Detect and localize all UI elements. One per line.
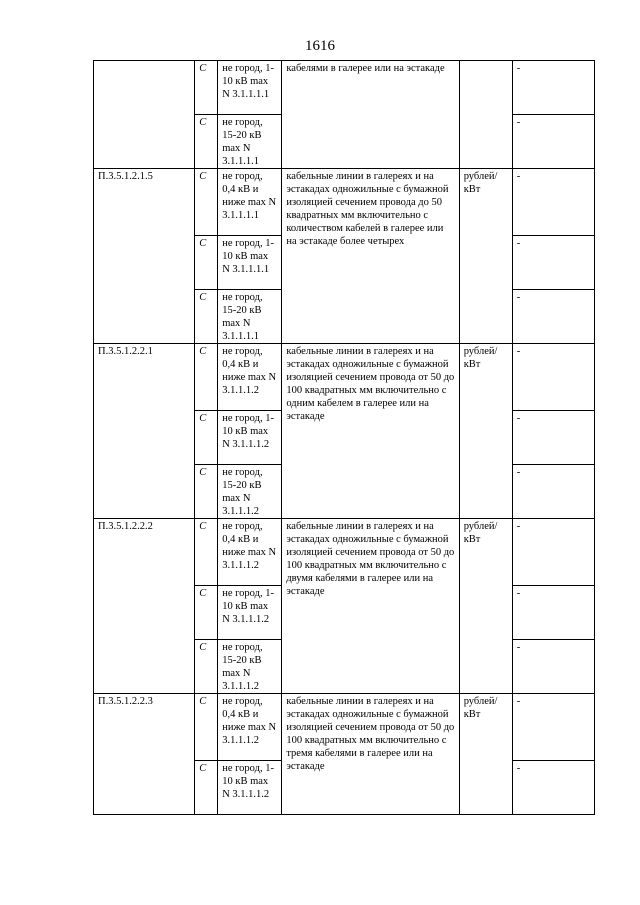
value-cell: - bbox=[512, 694, 594, 761]
category-letter-cell: С bbox=[195, 115, 218, 169]
value-cell: - bbox=[512, 761, 594, 815]
category-letter-cell: С bbox=[195, 344, 218, 411]
table-row bbox=[94, 694, 595, 761]
value-cell: - bbox=[512, 640, 594, 694]
category-letter-cell: С bbox=[195, 169, 218, 236]
category-letter-cell: С bbox=[195, 236, 218, 290]
condition-cell: не город, 0,4 кВ и ниже max N 3.1.1.1.2 bbox=[218, 344, 282, 411]
item-code-cell: П.3.5.1.2.2.2 bbox=[94, 519, 195, 694]
value-cell: - bbox=[512, 344, 594, 411]
item-code-cell: П.3.5.1.2.2.3 bbox=[94, 694, 195, 815]
value-cell: - bbox=[512, 519, 594, 586]
condition-cell: не город, 15-20 кВ max N 3.1.1.1.1 bbox=[218, 115, 282, 169]
value-cell: - bbox=[512, 236, 594, 290]
category-letter-cell: С bbox=[195, 290, 218, 344]
condition-cell: не город, 1-10 кВ max N 3.1.1.1.1 bbox=[218, 61, 282, 115]
value-cell: - bbox=[512, 169, 594, 236]
condition-cell: не город, 1-10 кВ max N 3.1.1.1.2 bbox=[218, 761, 282, 815]
tariff-table bbox=[93, 60, 595, 815]
table-row bbox=[94, 61, 595, 115]
unit-cell: рублей/ кВт bbox=[459, 344, 512, 519]
description-cell: кабельные линии в галереях и на эстакадах одножильные с бумажной изоляцией сечением провода до 50 квадратных мм включительно с количеством кабелей в галерее или на эстакаде более четырех bbox=[282, 169, 459, 344]
value-cell: - bbox=[512, 61, 594, 115]
value-cell: - bbox=[512, 411, 594, 465]
item-code-cell: П.3.5.1.2.2.1 bbox=[94, 344, 195, 519]
description-cell: кабельные линии в галереях и на эстакадах одножильные с бумажной изоляцией сечением провода от 50 до 100 квадратных мм включительно с одним кабелем в галерее или на эстакаде bbox=[282, 344, 459, 519]
value-cell: - bbox=[512, 586, 594, 640]
value-cell: - bbox=[512, 290, 594, 344]
table-row bbox=[94, 344, 595, 411]
category-letter-cell: С bbox=[195, 586, 218, 640]
item-code-cell bbox=[94, 61, 195, 169]
table-row bbox=[94, 519, 595, 586]
unit-cell: рублей/ кВт bbox=[459, 169, 512, 344]
page-number: 1616 bbox=[305, 38, 335, 54]
unit-cell bbox=[459, 61, 512, 169]
condition-cell: не город, 15-20 кВ max N 3.1.1.1.1 bbox=[218, 290, 282, 344]
description-cell: кабельные линии в галереях и на эстакадах одножильные с бумажной изоляцией сечением провода от 50 до 100 квадратных мм включительно с двумя кабелями в галерее или на эстакаде bbox=[282, 519, 459, 694]
category-letter-cell: С bbox=[195, 640, 218, 694]
value-cell: - bbox=[512, 115, 594, 169]
item-code-cell: П.3.5.1.2.1.5 bbox=[94, 169, 195, 344]
condition-cell: не город, 1-10 кВ max N 3.1.1.1.1 bbox=[218, 236, 282, 290]
condition-cell: не город, 0,4 кВ и ниже max N 3.1.1.1.1 bbox=[218, 169, 282, 236]
unit-cell: рублей/ кВт bbox=[459, 694, 512, 815]
condition-cell: не город, 15-20 кВ max N 3.1.1.1.2 bbox=[218, 640, 282, 694]
condition-cell: не город, 0,4 кВ и ниже max N 3.1.1.1.2 bbox=[218, 519, 282, 586]
table-row bbox=[94, 169, 595, 236]
value-cell: - bbox=[512, 465, 594, 519]
unit-cell: рублей/ кВт bbox=[459, 519, 512, 694]
condition-cell: не город, 0,4 кВ и ниже max N 3.1.1.1.2 bbox=[218, 694, 282, 761]
tariff-table-body bbox=[94, 61, 595, 815]
category-letter-cell: С bbox=[195, 761, 218, 815]
condition-cell: не город, 15-20 кВ max N 3.1.1.1.2 bbox=[218, 465, 282, 519]
description-cell: кабелями в галерее или на эстакаде bbox=[282, 61, 459, 169]
category-letter-cell: С bbox=[195, 519, 218, 586]
category-letter-cell: С bbox=[195, 465, 218, 519]
condition-cell: не город, 1-10 кВ max N 3.1.1.1.2 bbox=[218, 411, 282, 465]
category-letter-cell: С bbox=[195, 411, 218, 465]
category-letter-cell: С bbox=[195, 694, 218, 761]
description-cell: кабельные линии в галереях и на эстакадах одножильные с бумажной изоляцией сечением провода от 50 до 100 квадратных мм включительно с тремя кабелями в галерее или на эстакаде bbox=[282, 694, 459, 815]
condition-cell: не город, 1-10 кВ max N 3.1.1.1.2 bbox=[218, 586, 282, 640]
category-letter-cell: С bbox=[195, 61, 218, 115]
